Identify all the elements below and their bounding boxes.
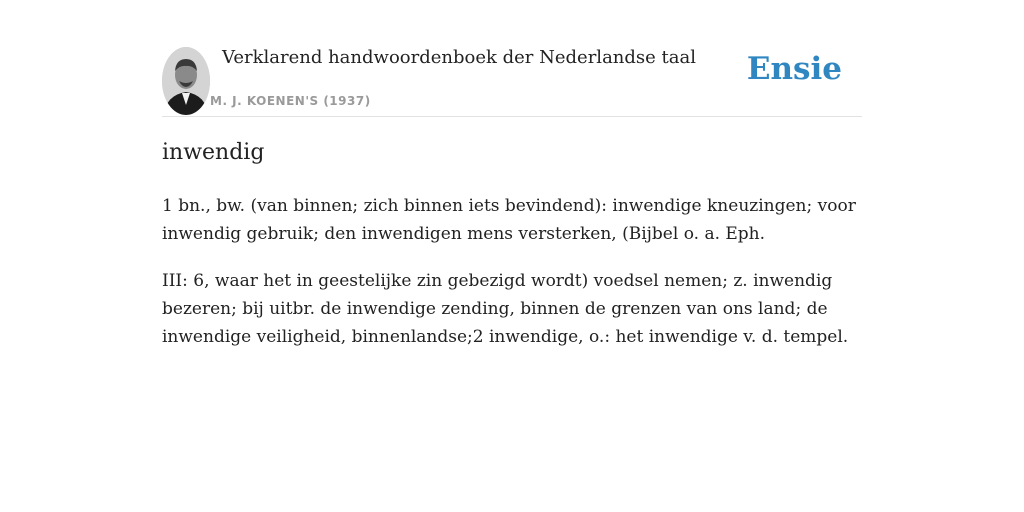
book-author: M. J. KOENEN'S (1937)	[210, 94, 371, 108]
ensie-logo-link[interactable]: Ensie	[746, 51, 842, 87]
book-title: Verklarend handwoordenboek der Nederlandse taal	[222, 47, 696, 68]
entry-definition	[162, 192, 862, 370]
portrait-image	[162, 47, 210, 115]
author-portrait	[162, 47, 210, 115]
dictionary-header	[162, 46, 862, 117]
entry-headword: inwendig	[162, 140, 265, 165]
definition-paragraph: 1 bn., bw. (van binnen; zich binnen iets bevindend): inwendige kneuzingen; voor inwendig gebruik; den inwendigen mens versterken, (Bijbel o. a. Eph.	[162, 196, 856, 244]
definition-paragraph: III: 6, waar het in geestelijke zin gebezigd wordt) voedsel nemen; z. inwendig bezeren; bij uitbr. de inwendige zending, binnen de grenzen van ons land; de inwendige veiligheid, binnenlandse;2 inwendige, o.: het inwendige v. d. tempel.	[162, 271, 849, 347]
